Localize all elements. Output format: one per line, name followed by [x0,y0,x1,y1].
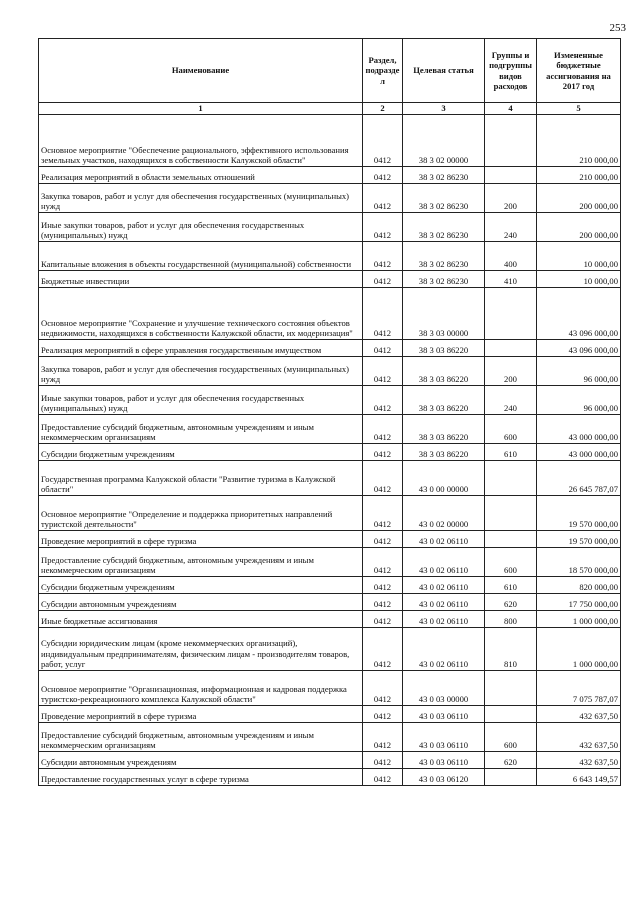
row-target: 43 0 02 06110 [403,530,485,547]
header-name: Наименование [39,39,363,103]
row-amount: 210 000,00 [537,114,621,166]
col-number: 5 [537,103,621,115]
row-target: 38 3 02 86230 [403,183,485,212]
row-section: 0412 [363,627,403,670]
row-target: 43 0 02 06110 [403,627,485,670]
table-row [39,627,621,670]
row-group: 800 [485,610,537,627]
row-amount: 96 000,00 [537,385,621,414]
row-section: 0412 [363,593,403,610]
row-name: Основное мероприятие "Обеспечение рационального, эффективного использования земельных участков, находящихся в собственности Калужской области" [39,114,363,166]
row-section: 0412 [363,212,403,241]
row-amount: 432 637,50 [537,722,621,751]
row-group: 240 [485,385,537,414]
row-name: Предоставление субсидий бюджетным, автономным учреждениям и иным некоммерческим организациям [39,547,363,576]
row-name: Государственная программа Калужской области "Развитие туризма в Калужской области" [39,460,363,495]
row-group: 200 [485,183,537,212]
column-number-row [39,103,621,115]
row-name: Иные закупки товаров, работ и услуг для обеспечения государственных (муниципальных) нужд [39,212,363,241]
row-target: 38 3 03 86220 [403,414,485,443]
table-row [39,705,621,722]
row-section: 0412 [363,610,403,627]
row-section: 0412 [363,166,403,183]
row-group [485,495,537,530]
table-row [39,670,621,705]
table-row [39,241,621,270]
row-group: 410 [485,270,537,287]
row-amount: 19 570 000,00 [537,530,621,547]
row-amount: 43 096 000,00 [537,339,621,356]
row-group [485,460,537,495]
row-name: Предоставление субсидий бюджетным, автономным учреждениям и иным некоммерческим организациям [39,414,363,443]
row-group: 200 [485,356,537,385]
table-row [39,443,621,460]
row-amount: 26 645 787,07 [537,460,621,495]
row-target: 43 0 00 00000 [403,460,485,495]
row-name: Иные бюджетные ассигнования [39,610,363,627]
row-group: 600 [485,547,537,576]
row-group [485,339,537,356]
row-section: 0412 [363,339,403,356]
row-name: Проведение мероприятий в сфере туризма [39,705,363,722]
header-groups: Группы и подгруппы видов расходов [485,39,537,103]
row-amount: 43 096 000,00 [537,287,621,339]
row-target: 43 0 02 00000 [403,495,485,530]
table-row [39,287,621,339]
row-target: 43 0 02 06110 [403,547,485,576]
table-row [39,576,621,593]
row-amount: 432 637,50 [537,705,621,722]
row-name: Иные закупки товаров, работ и услуг для обеспечения государственных (муниципальных) нужд [39,385,363,414]
col-number: 2 [363,103,403,115]
row-name: Проведение мероприятий в сфере туризма [39,530,363,547]
row-group: 240 [485,212,537,241]
row-amount: 7 075 787,07 [537,670,621,705]
row-name: Предоставление субсидий бюджетным, автономным учреждениям и иным некоммерческим организациям [39,722,363,751]
row-group [485,166,537,183]
row-name: Основное мероприятие "Определение и поддержка приоритетных направлений туристской деятельности" [39,495,363,530]
row-name: Бюджетные инвестиции [39,270,363,287]
row-amount: 96 000,00 [537,356,621,385]
row-amount: 43 000 000,00 [537,443,621,460]
row-target: 43 0 03 06120 [403,768,485,785]
row-group: 610 [485,443,537,460]
row-section: 0412 [363,414,403,443]
row-group: 600 [485,414,537,443]
row-target: 43 0 03 00000 [403,670,485,705]
table-row [39,114,621,166]
row-group: 400 [485,241,537,270]
row-amount: 18 570 000,00 [537,547,621,576]
row-name: Субсидии автономным учреждениям [39,593,363,610]
row-name: Субсидии бюджетным учреждениям [39,576,363,593]
header-target: Целевая статья [403,39,485,103]
row-section: 0412 [363,443,403,460]
row-target: 38 3 03 00000 [403,287,485,339]
table-row [39,183,621,212]
row-target: 38 3 03 86220 [403,385,485,414]
page-number: 253 [609,22,626,34]
row-name: Предоставление государственных услуг в сфере туризма [39,768,363,785]
row-group [485,705,537,722]
row-section: 0412 [363,768,403,785]
table-row [39,339,621,356]
row-section: 0412 [363,670,403,705]
row-section: 0412 [363,385,403,414]
row-amount: 200 000,00 [537,183,621,212]
row-section: 0412 [363,114,403,166]
row-target: 38 3 02 86230 [403,241,485,270]
col-number: 3 [403,103,485,115]
row-name: Реализация мероприятий в сфере управления государственным имуществом [39,339,363,356]
row-section: 0412 [363,495,403,530]
table-row [39,270,621,287]
table-row [39,212,621,241]
table-row [39,385,621,414]
table-row [39,414,621,443]
row-name: Реализация мероприятий в области земельных отношений [39,166,363,183]
row-amount: 210 000,00 [537,166,621,183]
header-row [39,39,621,103]
row-amount: 19 570 000,00 [537,495,621,530]
row-section: 0412 [363,576,403,593]
col-number: 4 [485,103,537,115]
row-name: Субсидии бюджетным учреждениям [39,443,363,460]
table-row [39,768,621,785]
table-row [39,495,621,530]
row-section: 0412 [363,241,403,270]
row-name: Капитальные вложения в объекты государственной (муниципальной) собственности [39,241,363,270]
col-number: 1 [39,103,363,115]
row-amount: 820 000,00 [537,576,621,593]
row-amount: 10 000,00 [537,241,621,270]
table-row [39,460,621,495]
row-target: 43 0 02 06110 [403,576,485,593]
row-amount: 6 643 149,57 [537,768,621,785]
row-group [485,768,537,785]
row-amount: 43 000 000,00 [537,414,621,443]
row-amount: 200 000,00 [537,212,621,241]
row-target: 43 0 03 06110 [403,751,485,768]
row-section: 0412 [363,287,403,339]
header-changed: Измененные бюджетные ассигнования на 2017 год [537,39,621,103]
table-row [39,356,621,385]
header-section: Раздел, подразде л [363,39,403,103]
row-name: Субсидии автономным учреждениям [39,751,363,768]
row-section: 0412 [363,530,403,547]
row-section: 0412 [363,751,403,768]
row-group: 810 [485,627,537,670]
row-target: 38 3 03 86220 [403,443,485,460]
table-row [39,610,621,627]
table-row [39,593,621,610]
row-name: Субсидии юридическим лицам (кроме некоммерческих организаций), индивидуальным предпринимателям, физическим лицам - производителям товаров, работ, услуг [39,627,363,670]
row-group: 620 [485,751,537,768]
row-target: 38 3 02 86230 [403,166,485,183]
row-section: 0412 [363,356,403,385]
row-amount: 10 000,00 [537,270,621,287]
row-group: 610 [485,576,537,593]
row-section: 0412 [363,183,403,212]
row-section: 0412 [363,460,403,495]
row-name: Закупка товаров, работ и услуг для обеспечения государственных (муниципальных) нужд [39,183,363,212]
row-group [485,670,537,705]
row-group: 620 [485,593,537,610]
row-amount: 1 000 000,00 [537,627,621,670]
table-row [39,166,621,183]
budget-table [38,38,621,786]
row-target: 43 0 02 06110 [403,593,485,610]
row-name: Основное мероприятие "Сохранение и улучшение технического состояния объектов недвижимости, находящихся в собственности Калужской области, их модернизация" [39,287,363,339]
row-name: Основное мероприятие "Организационная, информационная и кадровая поддержка туристско-рекреационного комплекса Калужской области" [39,670,363,705]
table-row [39,751,621,768]
row-name: Закупка товаров, работ и услуг для обеспечения государственных (муниципальных) нужд [39,356,363,385]
row-target: 38 3 03 86220 [403,339,485,356]
row-target: 43 0 03 06110 [403,722,485,751]
table-row [39,547,621,576]
table-row [39,722,621,751]
table-row [39,530,621,547]
row-target: 38 3 03 86220 [403,356,485,385]
row-section: 0412 [363,722,403,751]
row-section: 0412 [363,270,403,287]
row-target: 43 0 02 06110 [403,610,485,627]
row-target: 38 3 02 86230 [403,212,485,241]
row-group [485,287,537,339]
row-target: 43 0 03 06110 [403,705,485,722]
row-section: 0412 [363,547,403,576]
row-amount: 17 750 000,00 [537,593,621,610]
row-target: 38 3 02 86230 [403,270,485,287]
row-target: 38 3 02 00000 [403,114,485,166]
row-group [485,114,537,166]
row-amount: 1 000 000,00 [537,610,621,627]
row-section: 0412 [363,705,403,722]
row-group: 600 [485,722,537,751]
table-body [39,114,621,785]
row-amount: 432 637,50 [537,751,621,768]
row-group [485,530,537,547]
